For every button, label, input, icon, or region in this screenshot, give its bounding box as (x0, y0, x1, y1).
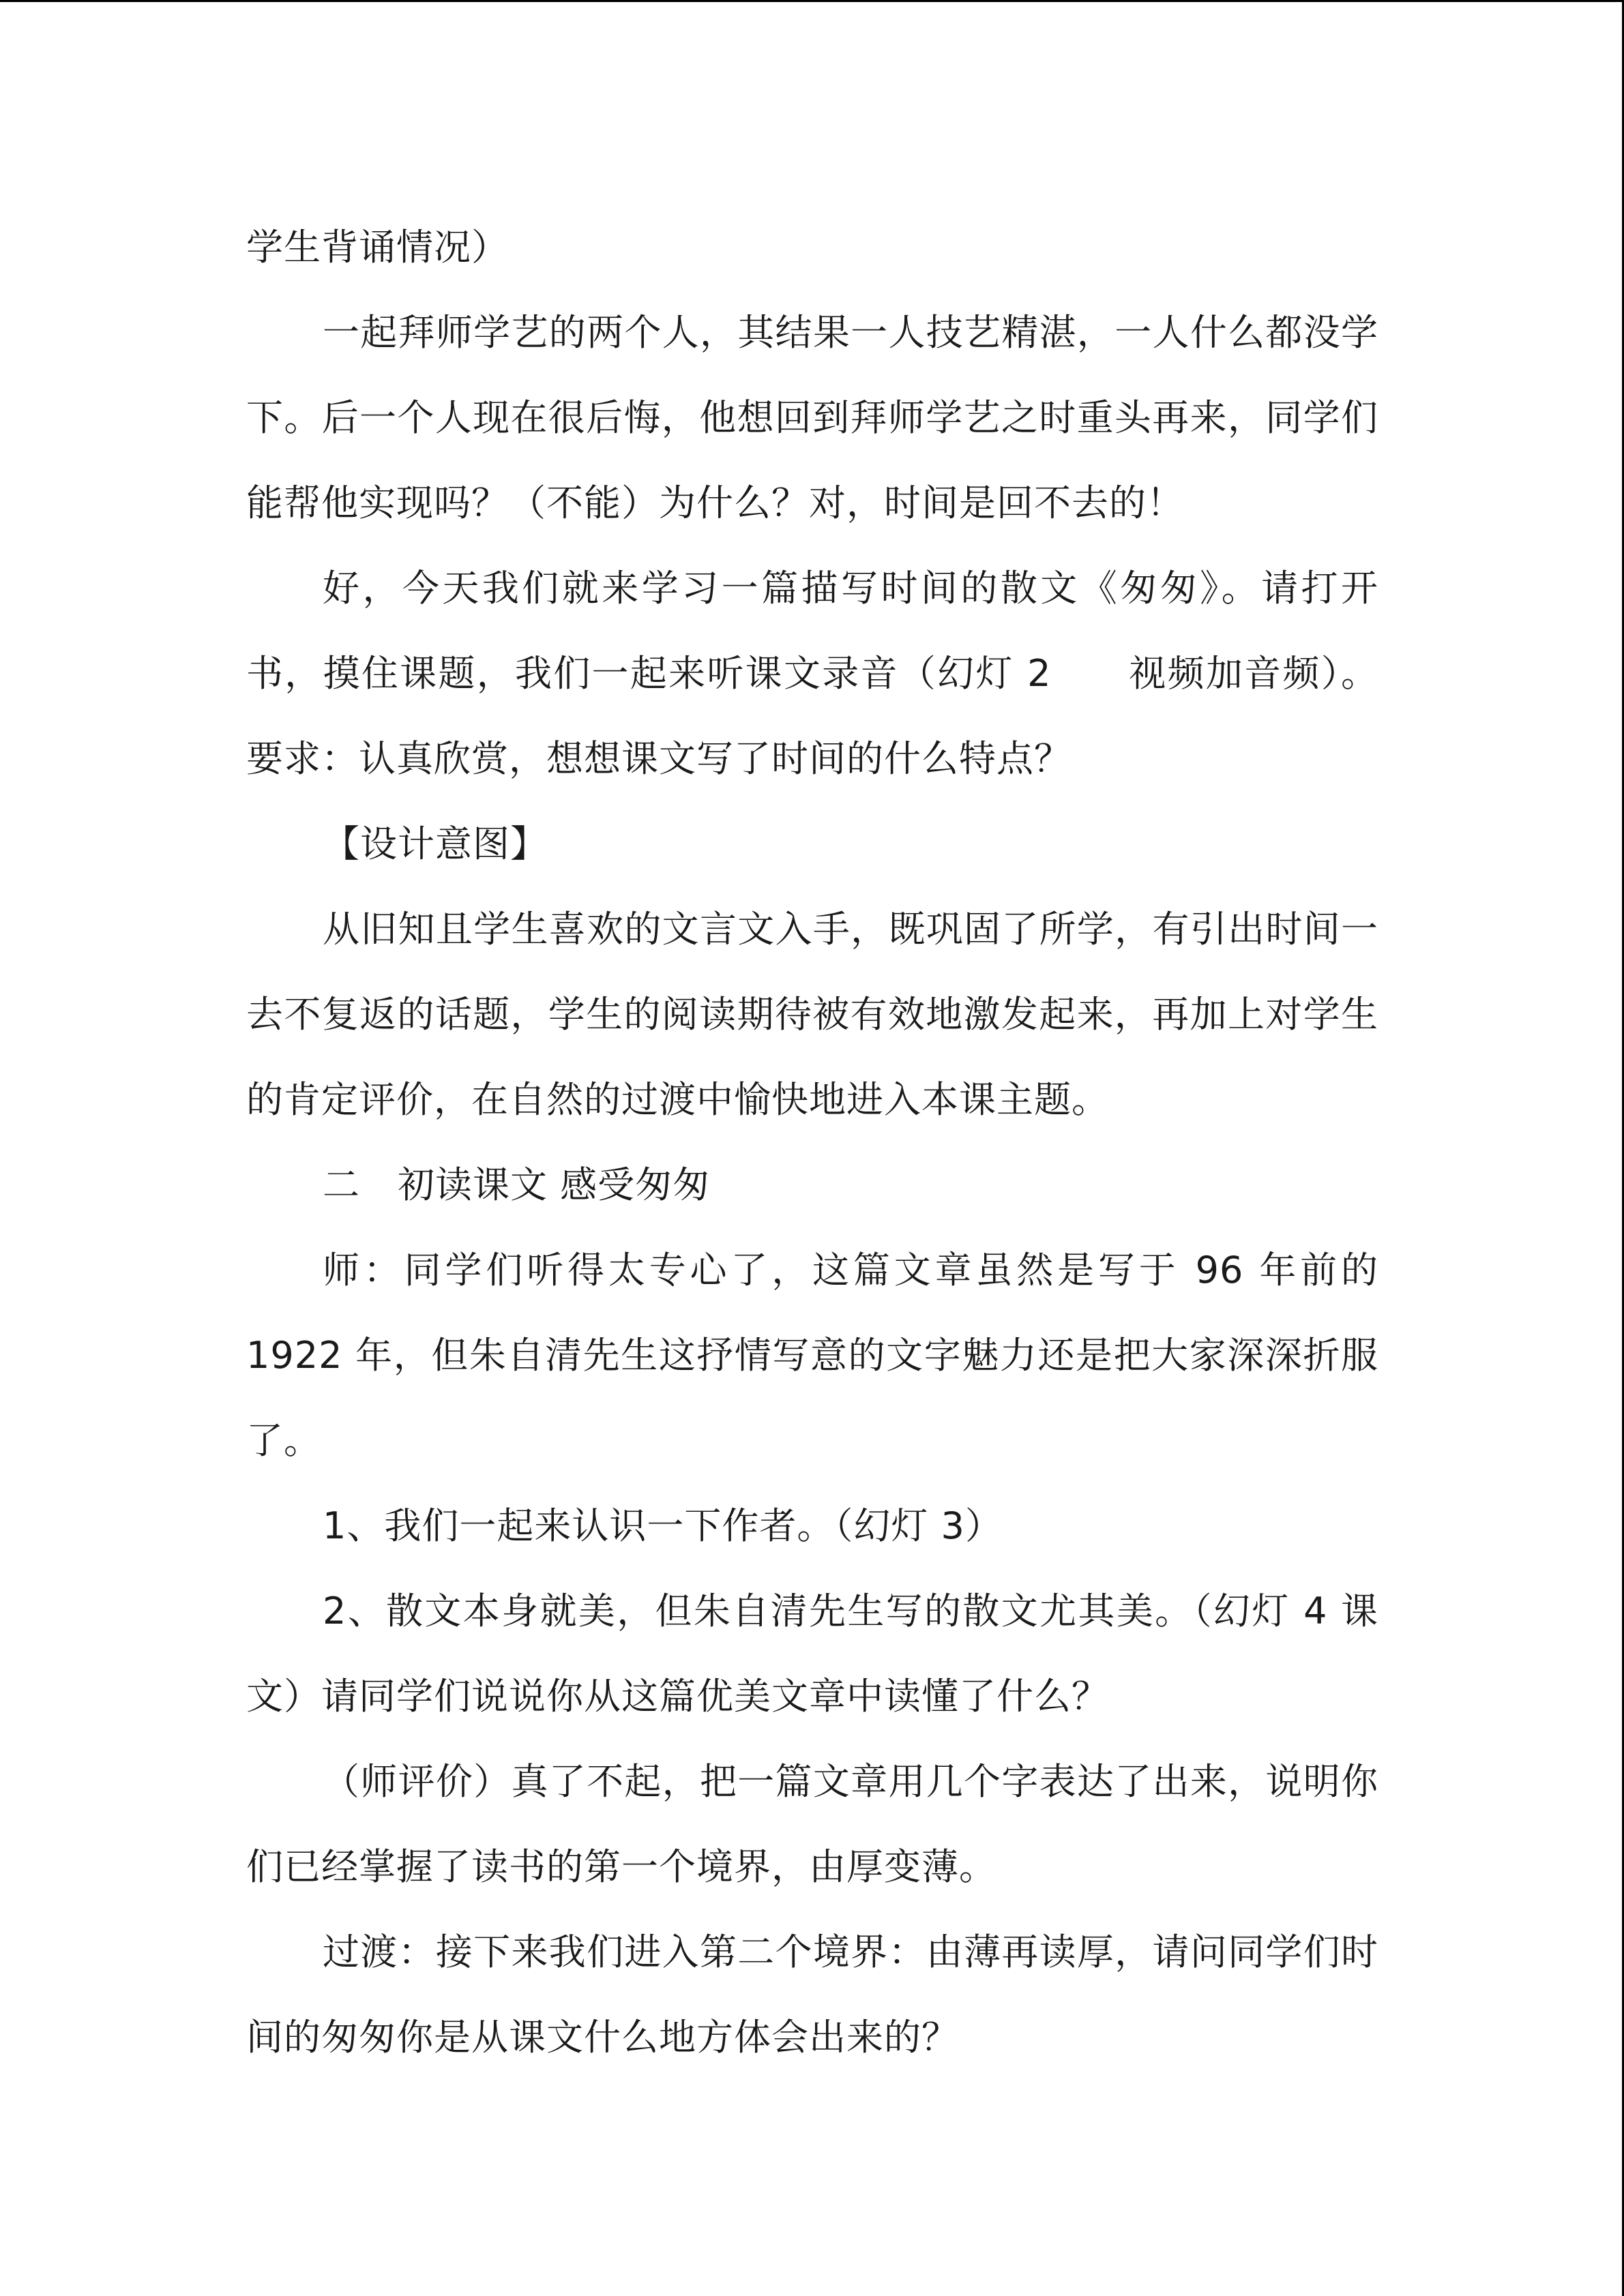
heading-section-two: 二 初读课文 感受匆匆 (323, 1163, 711, 1206)
paragraph-apprentice-story: 一起拜师学艺的两个人，其结果一人技艺精湛，一人什么都没学下。后一个人现在很后悔，他想回到拜师学艺之时重头再来，同学们能帮他实现吗？（不能）为什么？对，时间是回不去的！ (246, 311, 1378, 524)
list-item-author-intro: 1、我们一起来认识一下作者。（幻灯 3） (323, 1504, 1003, 1547)
page-border-top (0, 0, 1624, 2)
paragraph-design-intent: 从旧知且学生喜欢的文言文入手，既巩固了所学，有引出时间一去不复返的话题，学生的阅读期待被有效地激发起来，再加上对学生的肯定评价，在自然的过渡中愉快地进入本课主题。 (246, 908, 1378, 1121)
paragraph-transition: 过渡：接下来我们进入第二个境界：由薄再读厚，请问同学们时间的匆匆你是从课文什么地方体会出来的？ (246, 1930, 1378, 2059)
paragraph-recitation-status: 学生背诵情况） (246, 226, 509, 269)
document-body (246, 205, 1391, 2080)
heading-design-intent: 【设计意图】 (323, 822, 548, 865)
paragraph-lesson-intro: 好，今天我们就来学习一篇描写时间的散文《匆匆》。请打开书，摸住课题，我们一起来听课文录音（幻灯 2 视频加音频）。要求：认真欣赏，想想课文写了时间的什么特点？ (246, 567, 1378, 780)
paragraph-teacher-remark: 师：同学们听得太专心了，这篇文章虽然是写于 96 年前的 1922 年，但朱自清先生这抒情写意的文字魅力还是把大家深深折服了。 (246, 1249, 1391, 1462)
list-item-prose-reading: 2、散文本身就美，但朱自清先生写的散文尤其美。（幻灯 4 课文）请同学们说说你从这篇优美文章中读懂了什么？ (246, 1590, 1378, 1718)
paragraph-teacher-evaluation: （师评价）真了不起，把一篇文章用几个字表达了出来，说明你们已经掌握了读书的第一个境界，由厚变薄。 (246, 1760, 1378, 1888)
